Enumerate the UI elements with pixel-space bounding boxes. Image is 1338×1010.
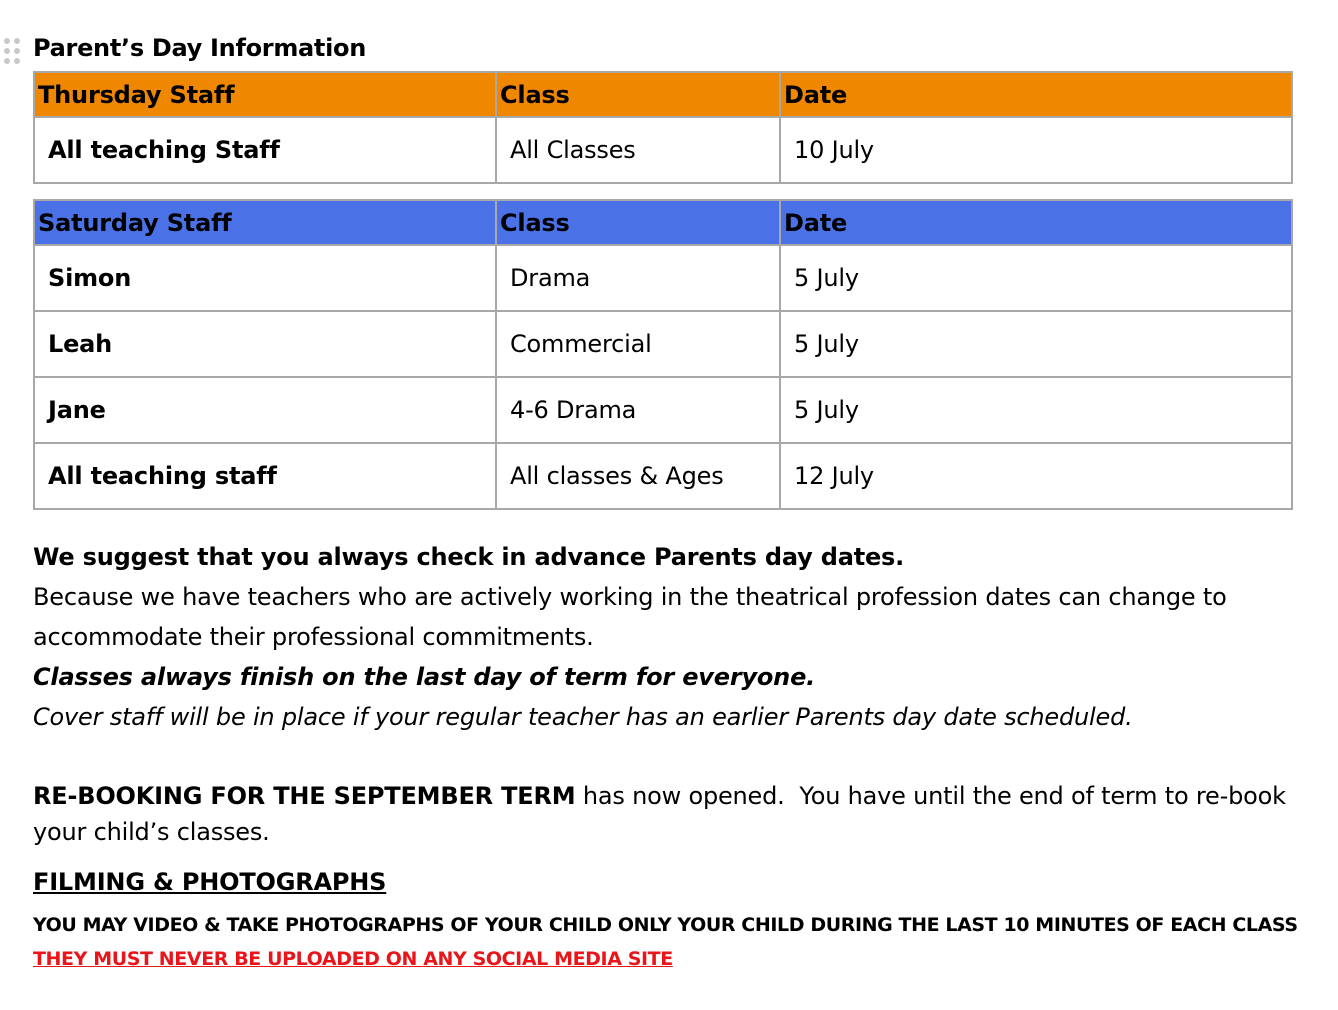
class-cell: Drama [496, 245, 780, 311]
drag-dot [14, 48, 20, 54]
suggest-note: We suggest that you always check in advance Parents day dates. [33, 543, 905, 571]
class-cell: All classes & Ages [496, 443, 780, 509]
drag-dot [4, 38, 10, 44]
class-cell: 4-6 Drama [496, 377, 780, 443]
class-cell: Commercial [496, 311, 780, 377]
class-cell: All Classes [496, 117, 780, 183]
saturday-staff-table [33, 199, 1293, 510]
table-row [34, 377, 1292, 443]
staff-cell: Leah [34, 311, 496, 377]
rebooking-section [33, 778, 1293, 850]
filming-section [33, 908, 1298, 976]
date-cell: 12 July [780, 443, 1292, 509]
rebooking-heading: RE-BOOKING FOR THE SEPTEMBER TERM [33, 782, 576, 810]
drag-dot [14, 38, 20, 44]
saturday-header-row [34, 200, 1292, 245]
rebooking-line-1 [33, 778, 1293, 814]
staff-cell: All teaching Staff [34, 117, 496, 183]
page-title: Parent’s Day Information [33, 34, 367, 62]
thursday-header-row [34, 72, 1292, 117]
rebooking-text: has now opened. You have until the end of term to re-book [575, 782, 1286, 810]
saturday-staff-header: Saturday Staff [34, 200, 496, 245]
date-cell: 5 July [780, 245, 1292, 311]
thursday-staff-header: Thursday Staff [34, 72, 496, 117]
date-cell: 10 July [780, 117, 1292, 183]
date-cell: 5 July [780, 311, 1292, 377]
date-cell: 5 July [780, 377, 1292, 443]
cover-staff-note: Cover staff will be in place if your regular teacher has an earlier Parents day date scheduled. [33, 703, 1133, 731]
drag-handle-icon[interactable] [4, 38, 22, 66]
because-note-line-2: accommodate their professional commitments. [33, 623, 594, 651]
filming-rule: YOU MAY VIDEO & TAKE PHOTOGRAPHS OF YOUR CHILD ONLY YOUR CHILD DURING THE LAST 10 MINUTES OF EACH CLASS [33, 914, 1298, 936]
saturday-date-header: Date [780, 200, 1292, 245]
staff-cell: Simon [34, 245, 496, 311]
table-row [34, 311, 1292, 377]
classes-finish-note: Classes always finish on the last day of term for everyone. [33, 663, 816, 691]
drag-dot [4, 58, 10, 64]
filming-title: FILMING & PHOTOGRAPHS [33, 868, 387, 896]
thursday-staff-table [33, 71, 1293, 184]
filming-warning: THEY MUST NEVER BE UPLOADED ON ANY SOCIAL MEDIA SITE [33, 948, 673, 970]
notes-section [33, 537, 1293, 737]
table-row [34, 443, 1292, 509]
staff-cell: All teaching staff [34, 443, 496, 509]
drag-dot [14, 58, 20, 64]
thursday-class-header: Class [496, 72, 780, 117]
because-note-line-1: Because we have teachers who are actively working in the theatrical profession dates can change to [33, 583, 1227, 611]
rebooking-line-2: your child’s classes. [33, 818, 270, 846]
drag-dot [4, 48, 10, 54]
table-row [34, 245, 1292, 311]
staff-cell: Jane [34, 377, 496, 443]
thursday-date-header: Date [780, 72, 1292, 117]
table-row [34, 117, 1292, 183]
saturday-class-header: Class [496, 200, 780, 245]
